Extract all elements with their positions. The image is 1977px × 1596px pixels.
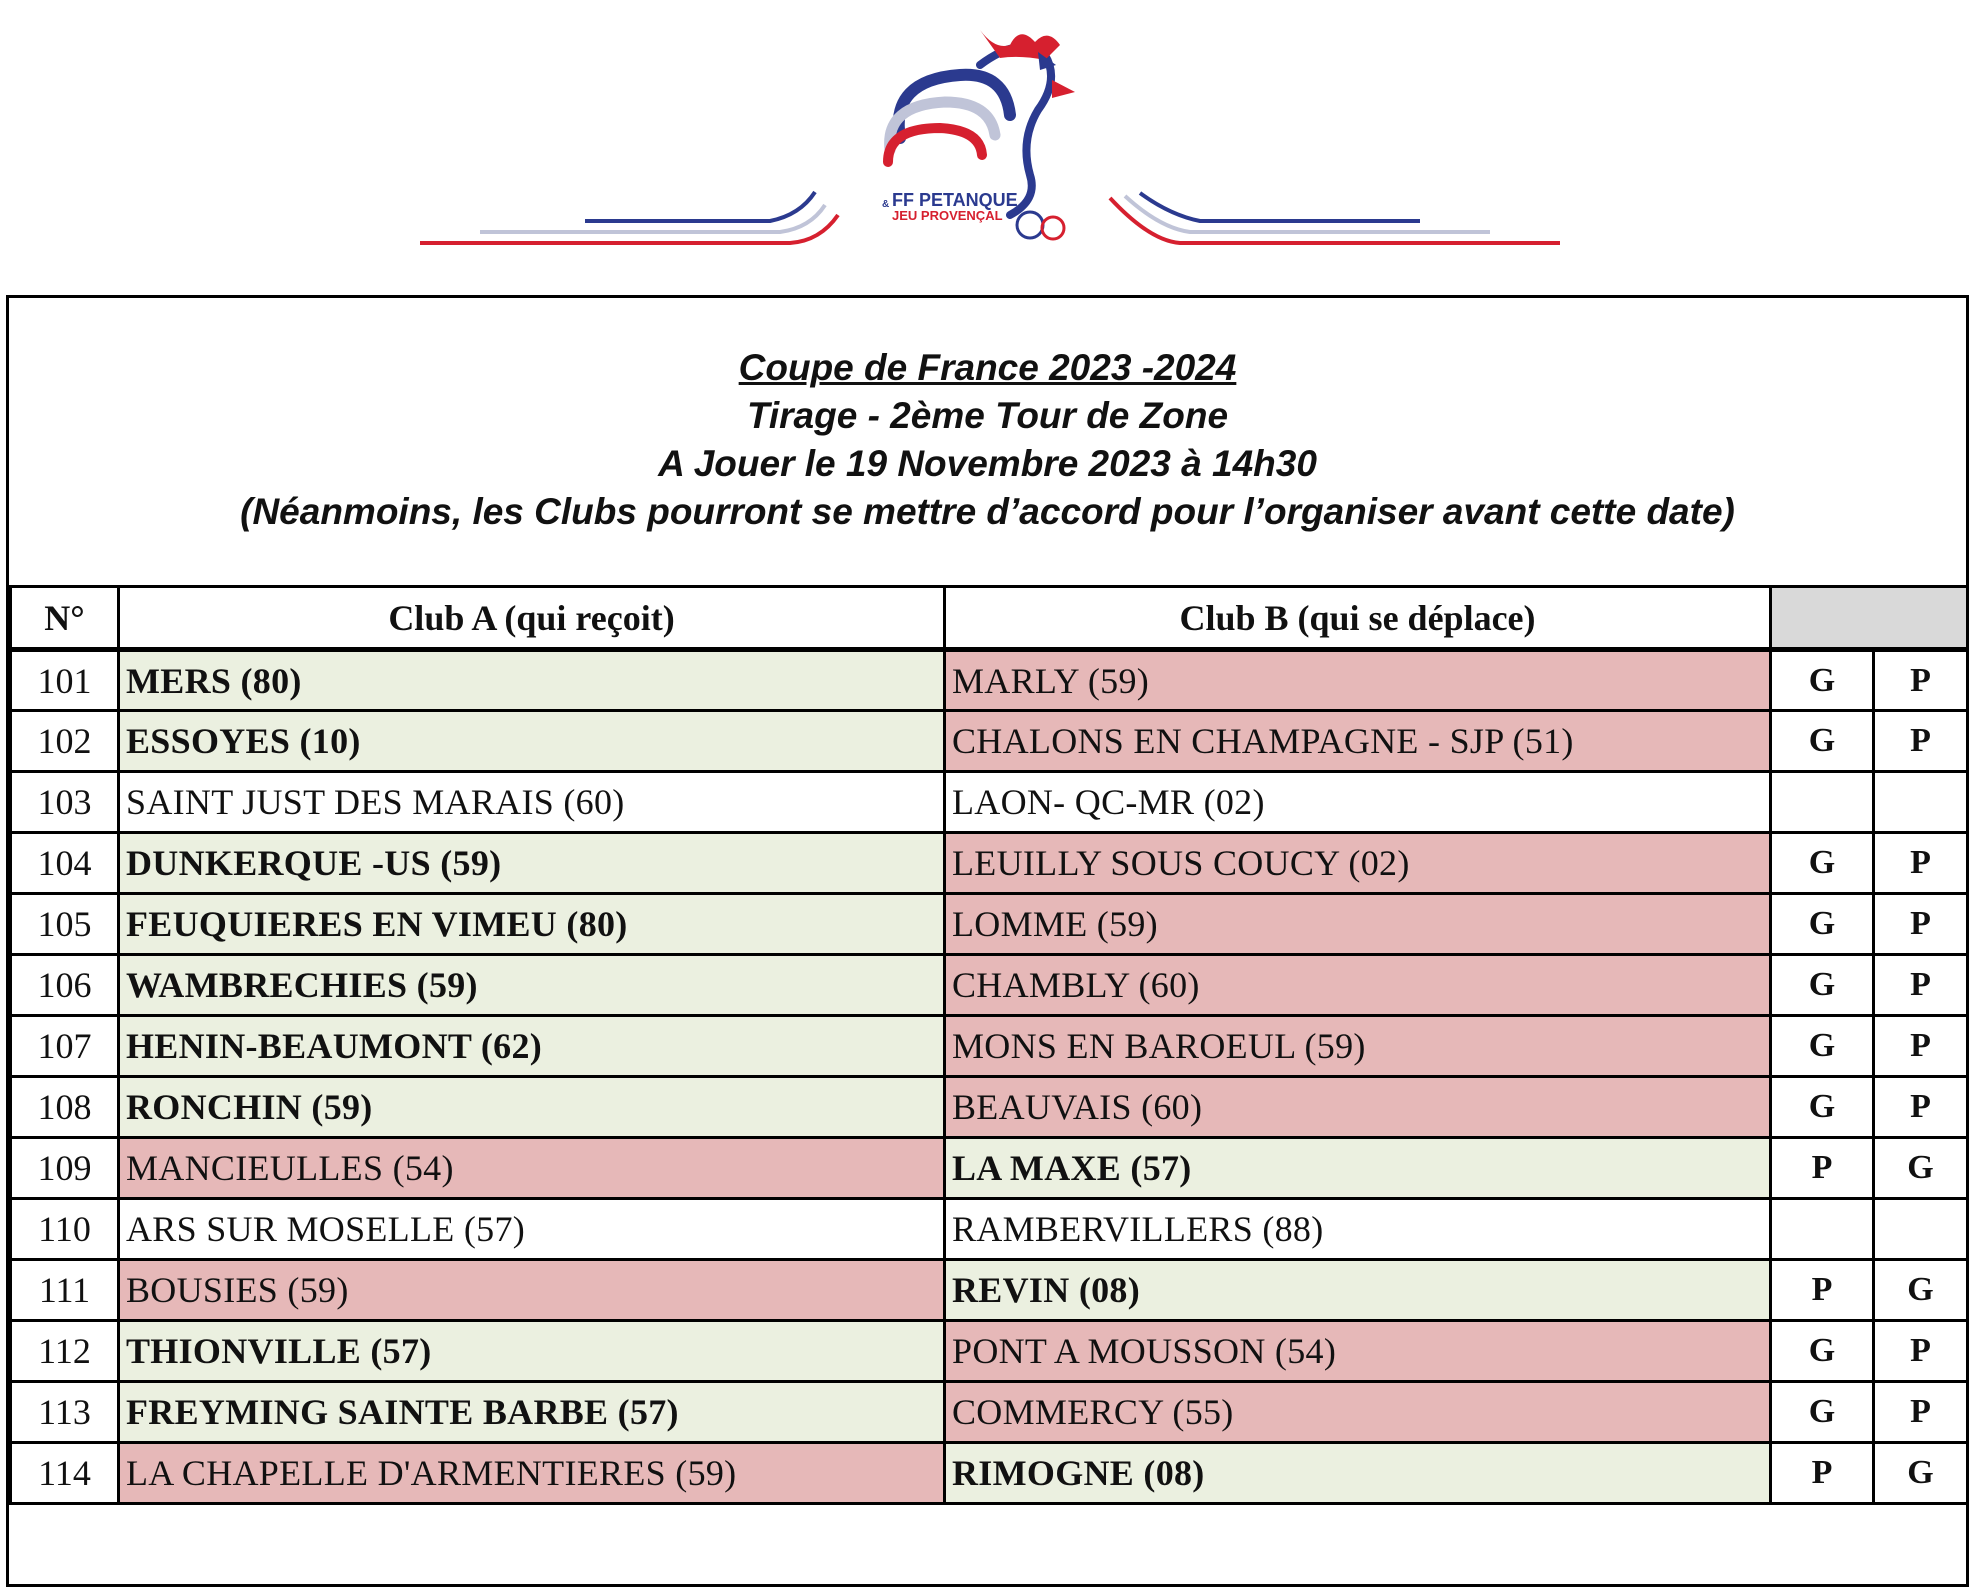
table-row: [11, 1321, 1968, 1382]
result-a-cell: G: [1771, 1077, 1874, 1138]
result-b-cell: P: [1874, 1077, 1968, 1138]
draw-sheet: [6, 295, 1969, 1587]
club-b-cell: REVIN (08): [945, 1260, 1771, 1321]
logo-amp: &: [882, 199, 890, 210]
club-b-cell: COMMERCY (55): [945, 1382, 1771, 1443]
result-a-cell: G: [1771, 1321, 1874, 1382]
table-row: [11, 1199, 1968, 1260]
match-number: 102: [11, 711, 119, 772]
club-a-cell: BOUSIES (59): [119, 1260, 945, 1321]
title-block: [9, 298, 1966, 585]
club-b-cell: LOMME (59): [945, 894, 1771, 955]
club-b-cell: RIMOGNE (08): [945, 1443, 1771, 1504]
result-a-cell: [1771, 772, 1874, 833]
result-a-cell: G: [1771, 833, 1874, 894]
result-b-cell: P: [1874, 650, 1968, 711]
club-a-cell: SAINT JUST DES MARAIS (60): [119, 772, 945, 833]
result-b-cell: P: [1874, 894, 1968, 955]
result-b-cell: G: [1874, 1260, 1968, 1321]
result-b-cell: P: [1874, 1016, 1968, 1077]
club-a-cell: DUNKERQUE -US (59): [119, 833, 945, 894]
table-row: [11, 711, 1968, 772]
club-a-cell: RONCHIN (59): [119, 1077, 945, 1138]
table-header-row: [11, 587, 1968, 650]
table-body: [11, 650, 1968, 1504]
match-number: 107: [11, 1016, 119, 1077]
match-number: 104: [11, 833, 119, 894]
result-a-cell: G: [1771, 894, 1874, 955]
result-b-cell: P: [1874, 1382, 1968, 1443]
result-a-cell: G: [1771, 711, 1874, 772]
table-row: [11, 772, 1968, 833]
club-a-cell: HENIN-BEAUMONT (62): [119, 1016, 945, 1077]
ff-petanque-logo: [420, 10, 1560, 250]
header-club-b: Club B (qui se déplace): [945, 587, 1771, 650]
table-row: [11, 650, 1968, 711]
match-number: 106: [11, 955, 119, 1016]
result-a-cell: G: [1771, 650, 1874, 711]
result-b-cell: [1874, 772, 1968, 833]
logo-line1: FF PETANQUE: [892, 190, 1018, 210]
club-b-cell: MONS EN BAROEUL (59): [945, 1016, 1771, 1077]
match-number: 110: [11, 1199, 119, 1260]
match-number: 113: [11, 1382, 119, 1443]
header-num: N°: [11, 587, 119, 650]
match-number: 112: [11, 1321, 119, 1382]
table-row: [11, 1138, 1968, 1199]
result-b-cell: [1874, 1199, 1968, 1260]
club-a-cell: ARS SUR MOSELLE (57): [119, 1199, 945, 1260]
result-b-cell: G: [1874, 1138, 1968, 1199]
result-b-cell: P: [1874, 833, 1968, 894]
result-a-cell: P: [1771, 1138, 1874, 1199]
result-b-cell: G: [1874, 1443, 1968, 1504]
club-a-cell: MERS (80): [119, 650, 945, 711]
result-b-cell: P: [1874, 711, 1968, 772]
match-number: 114: [11, 1443, 119, 1504]
table-row: [11, 833, 1968, 894]
result-a-cell: P: [1771, 1260, 1874, 1321]
club-b-cell: CHAMBLY (60): [945, 955, 1771, 1016]
header-club-a: Club A (qui reçoit): [119, 587, 945, 650]
match-number: 105: [11, 894, 119, 955]
club-b-cell: MARLY (59): [945, 650, 1771, 711]
club-b-cell: PONT A MOUSSON (54): [945, 1321, 1771, 1382]
table-row: [11, 1443, 1968, 1504]
club-b-cell: LA MAXE (57): [945, 1138, 1771, 1199]
draw-table: [9, 585, 1969, 1505]
result-b-cell: P: [1874, 955, 1968, 1016]
club-a-cell: WAMBRECHIES (59): [119, 955, 945, 1016]
subtitle-round: Tirage - 2ème Tour de Zone: [746, 395, 1229, 436]
table-row: [11, 1077, 1968, 1138]
result-a-cell: G: [1771, 1016, 1874, 1077]
result-a-cell: P: [1771, 1443, 1874, 1504]
logo-line2: JEU PROVENÇAL: [892, 208, 1003, 223]
match-number: 109: [11, 1138, 119, 1199]
club-a-cell: MANCIEULLES (54): [119, 1138, 945, 1199]
match-number: 101: [11, 650, 119, 711]
table-row: [11, 894, 1968, 955]
club-a-cell: THIONVILLE (57): [119, 1321, 945, 1382]
club-b-cell: BEAUVAIS (60): [945, 1077, 1771, 1138]
result-a-cell: G: [1771, 955, 1874, 1016]
result-a-cell: [1771, 1199, 1874, 1260]
club-b-cell: RAMBERVILLERS (88): [945, 1199, 1771, 1260]
result-a-cell: G: [1771, 1382, 1874, 1443]
table-row: [11, 1382, 1968, 1443]
match-number: 103: [11, 772, 119, 833]
table-row: [11, 1016, 1968, 1077]
club-a-cell: LA CHAPELLE D'ARMENTIERES (59): [119, 1443, 945, 1504]
club-a-cell: ESSOYES (10): [119, 711, 945, 772]
table-row: [11, 1260, 1968, 1321]
club-b-cell: CHALONS EN CHAMPAGNE - SJP (51): [945, 711, 1771, 772]
table-row: [11, 955, 1968, 1016]
subtitle-date: A Jouer le 19 Novembre 2023 à 14h30: [658, 443, 1317, 484]
header-result: [1771, 587, 1968, 650]
match-number: 111: [11, 1260, 119, 1321]
club-b-cell: LEUILLY SOUS COUCY (02): [945, 833, 1771, 894]
club-b-cell: LAON- QC-MR (02): [945, 772, 1771, 833]
result-b-cell: P: [1874, 1321, 1968, 1382]
club-a-cell: FREYMING SAINTE BARBE (57): [119, 1382, 945, 1443]
page-title: Coupe de France 2023 -2024: [738, 347, 1237, 388]
club-a-cell: FEUQUIERES EN VIMEU (80): [119, 894, 945, 955]
match-number: 108: [11, 1077, 119, 1138]
subtitle-note: (Néanmoins, les Clubs pourront se mettre d’accord pour l’organiser avant cette date): [240, 491, 1735, 532]
